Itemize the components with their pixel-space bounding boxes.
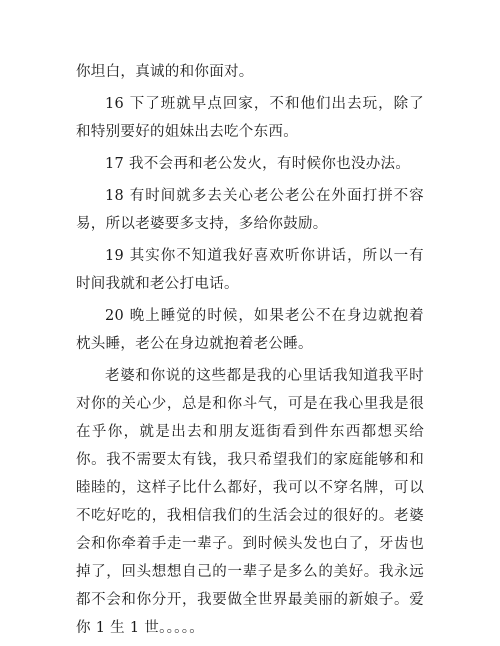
paragraph-intro: 你坦白，真诚的和你面对。: [76, 64, 254, 80]
paragraph-item-18: 18 有时间就多去关心老公老公在外面打拼不容易，所以老婆要多支持，多给你鼓励。: [76, 188, 424, 232]
paragraph-item-19: 19 其实你不知道我好喜欢听你讲话，所以一有时间我就和老公打电话。: [76, 248, 424, 292]
paragraph-item-17: 17 我不会再和老公发火，有时候你也没办法。: [105, 156, 411, 172]
paragraph-item-16: 16 下了班就早点回家，不和他们出去玩，除了和特别要好的姐妹出去吃个东西。: [76, 96, 424, 140]
paragraph-closing: 老婆和你说的这些都是我的心里话我知道我平时对你的关心少，总是和你斗气，可是在我心里我是很在乎你，就是出去和朋友逛街看到件东西都想买给你。我不需要太有钱，我只希望我们的家庭能够和和睦睦的，这样子比什么都好，我可以不穿名牌，可以不吃好吃的，我相信我们的生活会过的很好的。老婆会和你牵着手走一辈子。到时候头发也白了，牙齿也掉了，回头想想自己的一辈子是多么的美好。我永远都不会和你分开，我要做全世界最美丽的新娘子。爱你 1 生 1 世。。。。。: [76, 368, 424, 636]
paragraph-item-20: 20 晚上睡觉的时候，如果老公不在身边就抱着枕头睡，老公在身边就抱着老公睡。: [76, 308, 424, 352]
document-body: [76, 58, 424, 646]
